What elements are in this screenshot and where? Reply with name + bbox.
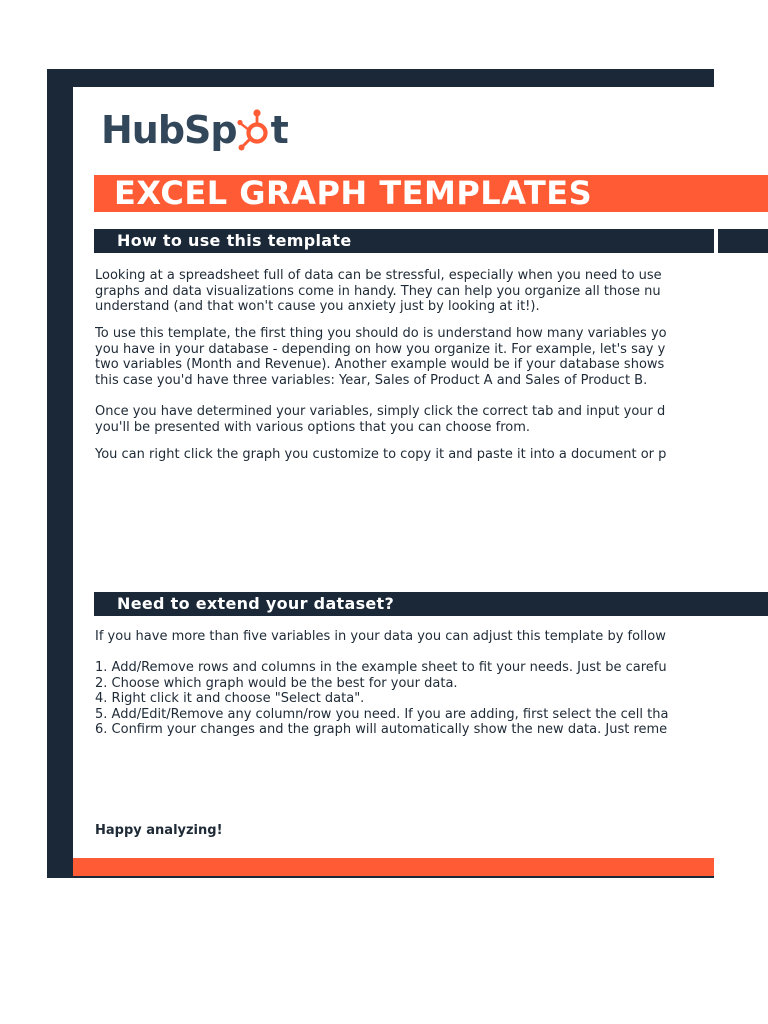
page-title: EXCEL GRAPH TEMPLATES xyxy=(114,174,593,212)
section-heading-how-to: How to use this template xyxy=(117,231,352,250)
footer-accent-bar xyxy=(73,858,714,876)
extend-body xyxy=(95,629,714,749)
list-item: 1. Add/Remove rows and columns in the example sheet to fit your needs. Just be carefu xyxy=(95,660,667,675)
text-line: understand (and that won't cause you anxiety just by looking at it!). xyxy=(95,299,540,314)
hubspot-sprocket-icon xyxy=(237,108,271,152)
how-to-body xyxy=(95,268,714,468)
text-line: Once you have determined your variables, simply click the correct tab and input your d xyxy=(95,404,666,419)
section-header-how-to xyxy=(94,229,768,253)
paragraph-copy xyxy=(95,447,666,463)
list-item: 4. Right click it and choose "Select data". xyxy=(95,691,365,706)
section-heading-extend: Need to extend your dataset? xyxy=(117,594,395,613)
list-item: 5. Add/Edit/Remove any column/row you need. If you are adding, first select the cell tha xyxy=(95,706,669,722)
paragraph-intro xyxy=(95,268,662,315)
text-line: To use this template, the first thing you should do is understand how many variables yo xyxy=(95,326,667,341)
logo-text-start: HubSp xyxy=(101,108,237,152)
paragraph-tabs xyxy=(95,404,665,435)
list-item: 2. Choose which graph would be the best for your data. xyxy=(95,675,458,691)
text-line: two variables (Month and Revenue). Another example would be if your database shows xyxy=(95,357,665,372)
text-line: Looking at a spreadsheet full of data can be stressful, especially when you need to use xyxy=(95,268,662,283)
frame-border-bottom xyxy=(47,876,714,878)
steps-list xyxy=(95,660,668,738)
text-line: You can right click the graph you customize to copy it and paste it into a document or p xyxy=(95,447,667,462)
hubspot-logo xyxy=(101,104,288,156)
paragraph-variables xyxy=(95,326,667,388)
section-header-extend xyxy=(94,592,768,616)
frame-border-top xyxy=(47,69,714,87)
text-line: you have in your database - depending on how you organize it. For example, let's say y xyxy=(95,341,666,357)
frame-border-left xyxy=(47,69,73,877)
text-line: this case you'd have three variables: Year, Sales of Product A and Sales of Product B. xyxy=(95,372,648,388)
closing-text: Happy analyzing! xyxy=(95,823,223,838)
header-divider xyxy=(714,229,718,253)
logo-text-end: t xyxy=(270,108,288,152)
extend-intro: If you have more than five variables in your data you can adjust this template by follow xyxy=(95,629,666,644)
title-banner xyxy=(94,175,768,212)
text-line: graphs and data visualizations come in handy. They can help you organize all those nu xyxy=(95,283,661,299)
list-item: 6. Confirm your changes and the graph will automatically show the new data. Just reme xyxy=(95,722,668,737)
text-line: you'll be presented with various options that you can choose from. xyxy=(95,419,531,435)
